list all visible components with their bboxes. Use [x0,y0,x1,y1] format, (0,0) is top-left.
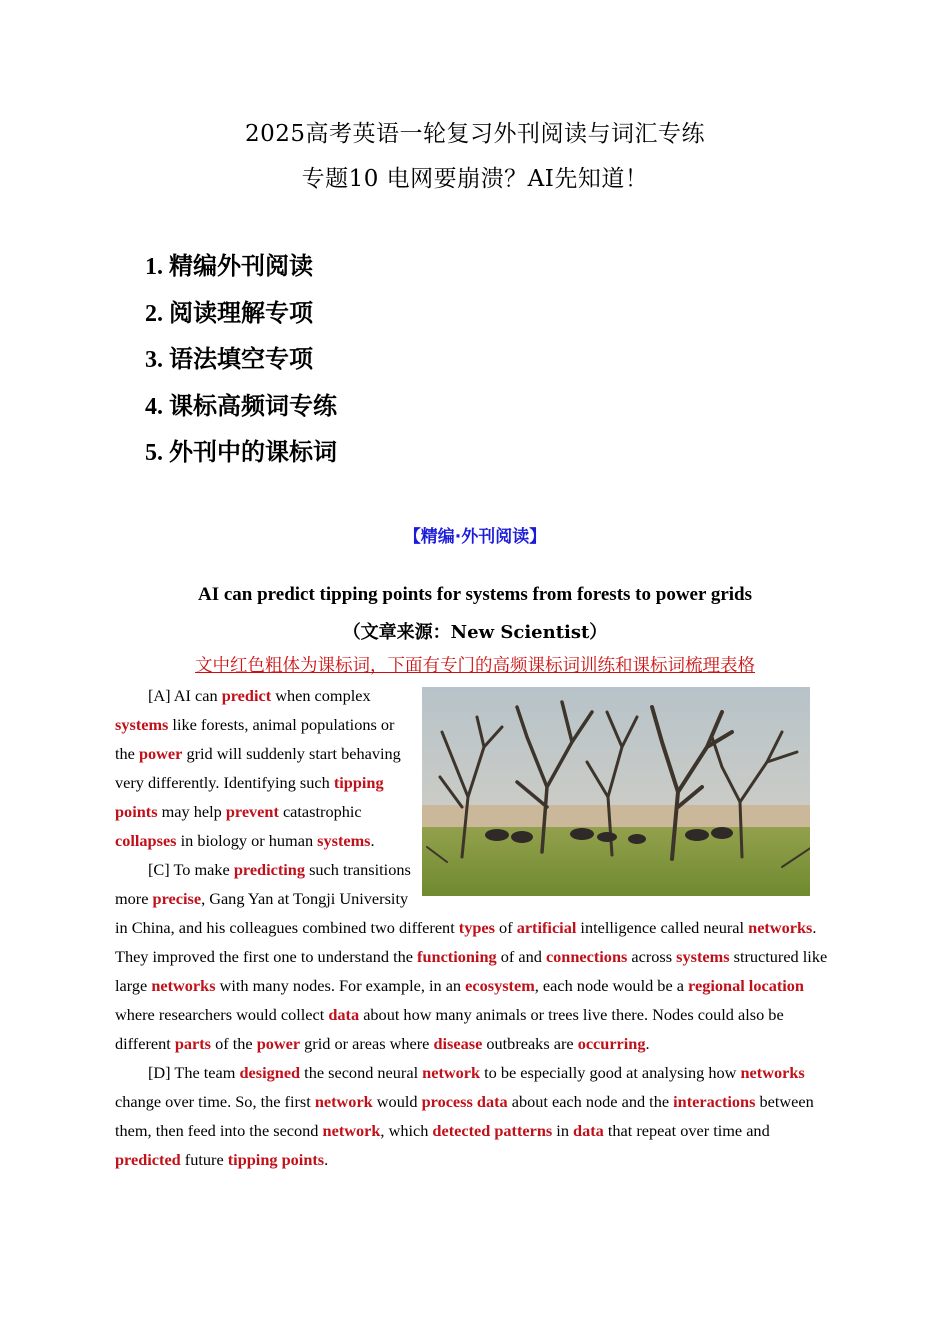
text-run: about how many animals or trees live there. Nodes could also be different [115,1005,784,1053]
text-run: to be especially good at analysing how [480,1063,741,1082]
article-source: （文章来源：New Scientist） [342,622,608,643]
keyword: occurring [577,1034,646,1053]
keyword: detected patterns [432,1121,553,1140]
keyword: prevent [225,802,279,821]
keyword: regional location [688,976,804,995]
keyword: connections [545,947,628,966]
text-run: intelligence called neural [576,918,749,937]
keyword: power [138,744,183,763]
text-run: . [645,1034,650,1053]
toc-label: 精编外刊阅读 [169,251,313,280]
text-run: . They improved the first one to understand the [115,918,817,966]
toc-item [145,386,337,433]
keyword: networks [151,976,216,995]
text-run: grid will suddenly start behaving very differently. Identifying such [115,744,401,792]
keyword: systems [317,831,371,850]
text-run: in [552,1121,574,1140]
keyword: functioning [417,947,497,966]
toc-label: 语法填空专项 [169,344,313,373]
text-run: catastrophic [278,802,362,821]
text-run: [D] The team [148,1063,240,1082]
text-run: between them, then feed into the second [115,1092,814,1140]
text-run: such transitions more [115,860,411,908]
toc-number: 4. [145,393,163,420]
paragraph-d [115,1058,837,1174]
keyword: networks [748,918,813,937]
text-run: would [372,1092,422,1111]
toc-number: 5. [145,440,163,466]
keyword: networks [740,1063,805,1082]
toc-label: 阅读理解专项 [169,297,313,327]
article-body [115,681,837,1174]
text-run: , Gang Yan at Tongji University in China, and his colleagues combined two different [115,889,459,937]
toc-number: 1. [145,254,163,280]
keyword: network [322,1121,381,1140]
text-run: like forests, animal populations or the [115,715,395,763]
keyword: precise [152,889,202,908]
table-of-contents [145,246,337,479]
keyword: types [458,918,495,937]
keyword: predicting [233,860,305,879]
keyword: parts [174,1034,212,1053]
document-title: 2025高考英语一轮复习外刊阅读与词汇专练 [244,121,706,147]
keyword: network [422,1063,481,1082]
text-run: with many nodes. For example, in an [215,976,466,995]
text-run: grid or areas where [300,1034,434,1053]
toc-item [145,246,337,293]
text-run: , which [380,1121,433,1140]
toc-item [145,339,337,386]
keyword: process data [421,1092,508,1111]
toc-item [145,432,337,479]
toc-number: 2. [145,300,163,327]
keyword: systems [115,715,169,734]
keyword: data [573,1121,604,1140]
text-run: of the [211,1034,257,1053]
keyword: predicted [115,1150,181,1169]
text-run: [A] AI can [148,686,222,705]
text-run: may help [157,802,226,821]
text-run: outbreaks are [482,1034,578,1053]
image-wrap-space [412,681,837,895]
text-run: of and [496,947,546,966]
text-run: in biology or human [176,831,318,850]
text-run: change over time. So, the first [115,1092,315,1111]
text-run: structured like large [115,947,828,995]
text-run: that repeat over time and [603,1121,770,1140]
keyword: tipping points [115,773,384,821]
keyword: tipping points [227,1150,325,1169]
keyword: collapses [115,831,177,850]
toc-item [145,293,337,340]
keyword: ecosystem [465,976,535,995]
text-run: . [324,1150,329,1169]
keyword: artificial [516,918,577,937]
toc-label: 外刊中的课标词 [169,437,337,466]
text-run: when complex [271,686,371,705]
text-run: , each node would be a [534,976,689,995]
document-subtitle: 专题10 电网要崩溃？AI先知道！ [301,166,649,192]
keyword: predict [221,686,272,705]
text-run: of [494,918,517,937]
text-run: future [180,1150,228,1169]
text-run: the second neural [300,1063,423,1082]
keyword-note: 文中红色粗体为课标词，下面有专门的高频课标词训练和课标词梳理表格 [195,656,755,676]
keyword: network [314,1092,373,1111]
keyword: systems [676,947,730,966]
text-run: . [370,831,375,850]
toc-number: 3. [145,347,163,373]
article-title: AI can predict tipping points for systems from forests to power grids [198,584,752,605]
section-heading: 【精编·外刊阅读】 [403,527,547,547]
text-run: [C] To make [148,860,234,879]
keyword: data [328,1005,360,1024]
toc-label: 课标高频词专练 [169,390,337,420]
text-run: about each node and the [507,1092,674,1111]
text-run: where researchers would collect [115,1005,329,1024]
keyword: interactions [673,1092,756,1111]
text-run: across [627,947,677,966]
keyword: designed [239,1063,301,1082]
keyword: power [256,1034,301,1053]
keyword: disease [433,1034,483,1053]
